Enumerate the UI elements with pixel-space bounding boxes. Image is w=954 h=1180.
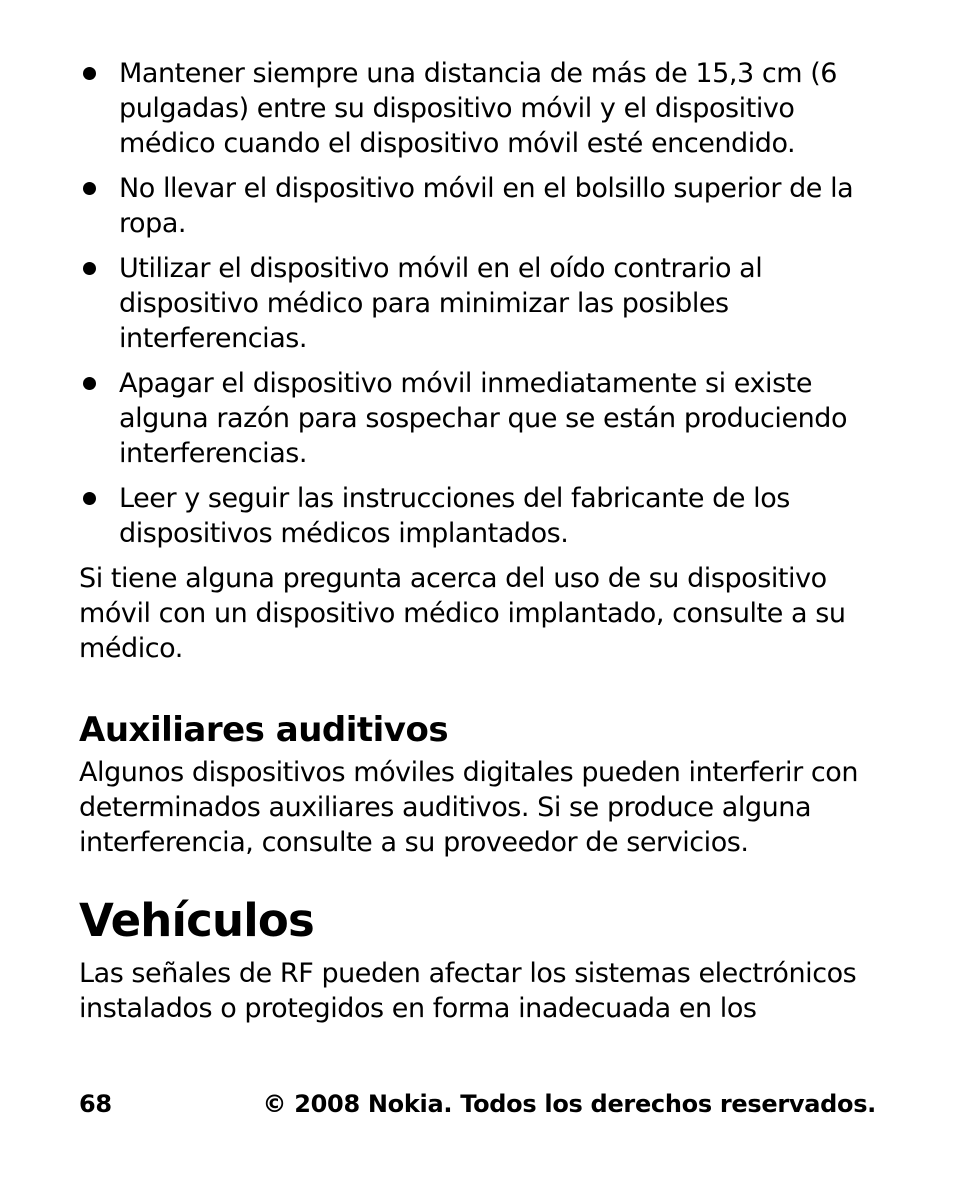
bullet-text: Leer y seguir las instrucciones del fabricante de los dispositivos médicos implantados. — [119, 483, 790, 549]
bullet-icon — [83, 492, 96, 505]
bullet-text: Mantener siempre una distancia de más de 15,3 cm (6 pulgadas) entre su dispositivo móvil y el dispositivo médico cuando el dispositivo móvil esté encendido. — [119, 58, 838, 159]
section-heading-vehicles: Vehículos — [79, 894, 314, 947]
bullet-icon — [83, 182, 96, 195]
hearing-aids-paragraph: Algunos dispositivos móviles digitales pueden interferir con determinados auxiliares auditivos. Si se produce alguna interferencia, consulte a su proveedor de servicios. — [79, 757, 859, 858]
intro-paragraph: Si tiene alguna pregunta acerca del uso de su dispositivo móvil con un dispositivo médico implantado, consulte a su médico. — [79, 563, 846, 664]
bullet-item — [79, 171, 879, 241]
bullet-item — [79, 56, 879, 161]
bullet-icon — [83, 262, 96, 275]
bullet-list — [79, 56, 879, 551]
section-heading-hearing-aids: Auxiliares auditivos — [79, 710, 449, 750]
bullet-text: Apagar el dispositivo móvil inmediatamente si existe alguna razón para sospechar que se están produciendo interferencias. — [119, 368, 848, 469]
bullet-item — [79, 251, 879, 356]
bullet-item — [79, 366, 879, 471]
page-number: 68 — [79, 1090, 112, 1118]
bullet-text: No llevar el dispositivo móvil en el bolsillo superior de la ropa. — [119, 173, 854, 239]
page-content — [79, 56, 879, 1026]
bullet-icon — [83, 67, 96, 80]
copyright-notice: © 2008 Nokia. Todos los derechos reservados. — [262, 1090, 876, 1118]
bullet-text: Utilizar el dispositivo móvil en el oído contrario al dispositivo médico para minimizar las posibles interferencias. — [119, 253, 763, 354]
vehicles-paragraph: Las señales de RF pueden afectar los sistemas electrónicos instalados o protegidos en forma inadecuada en los — [79, 958, 857, 1024]
bullet-item — [79, 481, 879, 551]
bullet-icon — [83, 377, 96, 390]
